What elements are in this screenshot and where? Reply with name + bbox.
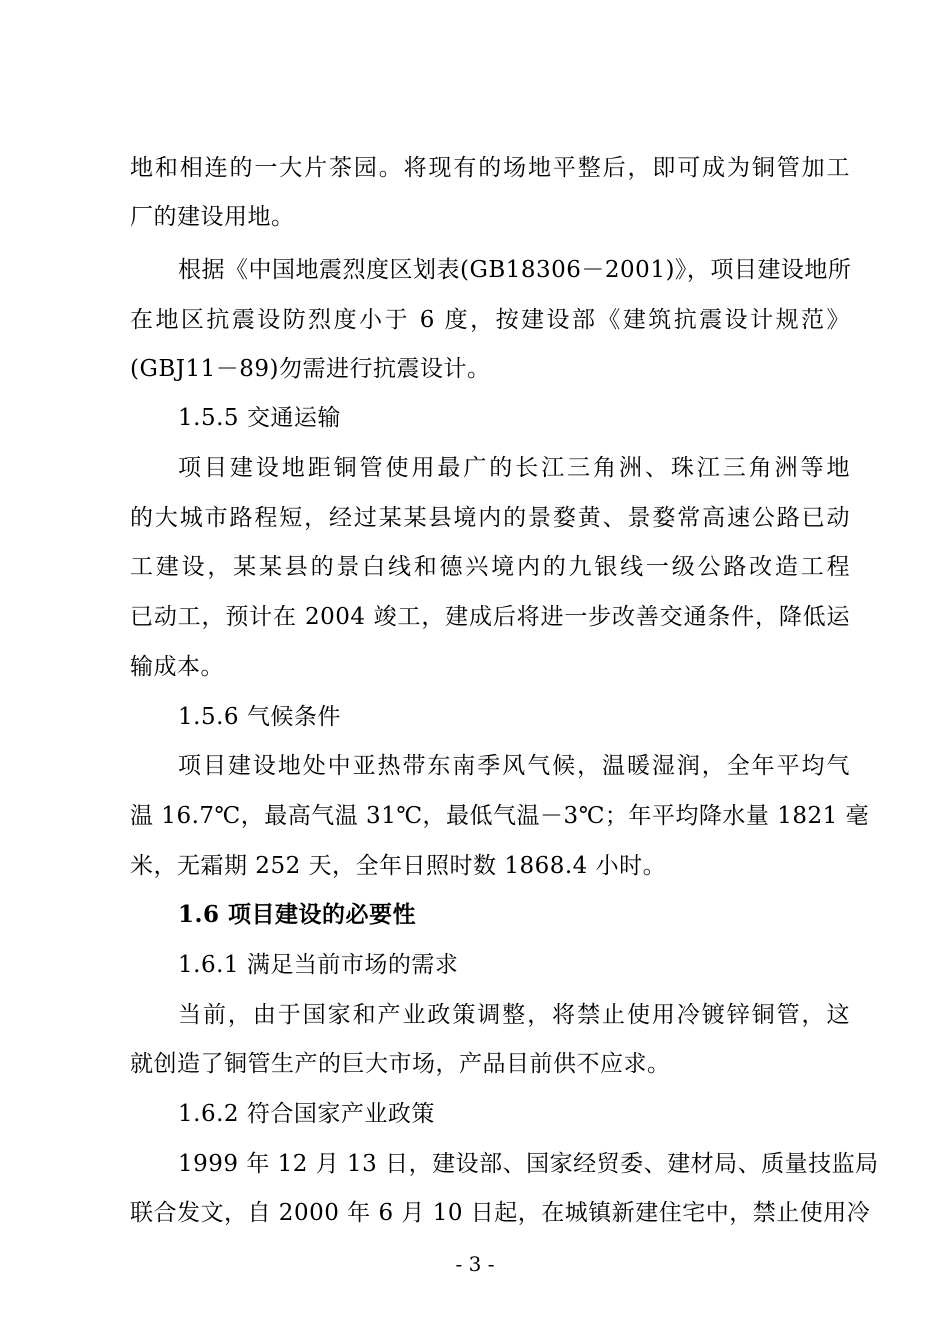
paragraph-line: 的大城市路程短，经过某某县境内的景婺黄、景婺常高速公路已动 — [130, 505, 850, 531]
paragraph-line: 温 16.7℃，最高气温 31℃，最低气温－3℃；年平均降水量 1821 毫 — [130, 803, 870, 829]
chapter-heading: 1.6 项目建设的必要性 — [178, 901, 417, 928]
paragraph-line: 1999 年 12 月 13 日，建设部、国家经贸委、建材局、质量技监局 — [178, 1151, 879, 1177]
paragraph-line: 项目建设地距铜管使用最广的长江三角洲、珠江三角洲等地 — [178, 455, 850, 481]
paragraph-line: 厂的建设用地。 — [130, 204, 295, 230]
paragraph-line: 已动工，预计在 2004 竣工，建成后将进一步改善交通条件，降低运 — [130, 604, 850, 630]
paragraph-line: 地和相连的一大片茶园。将现有的场地平整后，即可成为铜管加工 — [130, 155, 850, 181]
paragraph-line: 当前，由于国家和产业政策调整，将禁止使用冷镀锌铜管，这 — [178, 1002, 850, 1028]
paragraph-line: 联合发文，自 2000 年 6 月 10 日起，在城镇新建住宅中，禁止使用冷 — [130, 1200, 871, 1226]
paragraph-line: 输成本。 — [130, 654, 224, 680]
paragraph-line: 米，无霜期 252 天，全年日照时数 1868.4 小时。 — [130, 853, 667, 879]
paragraph-line: 就创造了铜管生产的巨大市场，产品目前供不应求。 — [130, 1051, 671, 1077]
section-heading: 1.6.2 符合国家产业政策 — [178, 1101, 435, 1127]
section-heading: 1.5.5 交通运输 — [178, 405, 341, 431]
section-heading: 1.5.6 气候条件 — [178, 704, 341, 730]
section-heading: 1.6.1 满足当前市场的需求 — [178, 952, 459, 978]
page-number: - 3 - — [455, 1252, 495, 1276]
paragraph-line: 项目建设地处中亚热带东南季风气候，温暖湿润，全年平均气 — [178, 753, 850, 779]
paragraph-line: (GBJ11－89)勿需进行抗震设计。 — [130, 356, 491, 382]
paragraph-line: 根据《中国地震烈度区划表(GB18306－2001)》，项目建设地所 — [178, 257, 852, 283]
paragraph-line: 在地区抗震设防烈度小于 6 度，按建设部《建筑抗震设计规范》 — [130, 307, 850, 333]
paragraph-line: 工建设，某某县的景白线和德兴境内的九银线一级公路改造工程 — [130, 554, 850, 580]
